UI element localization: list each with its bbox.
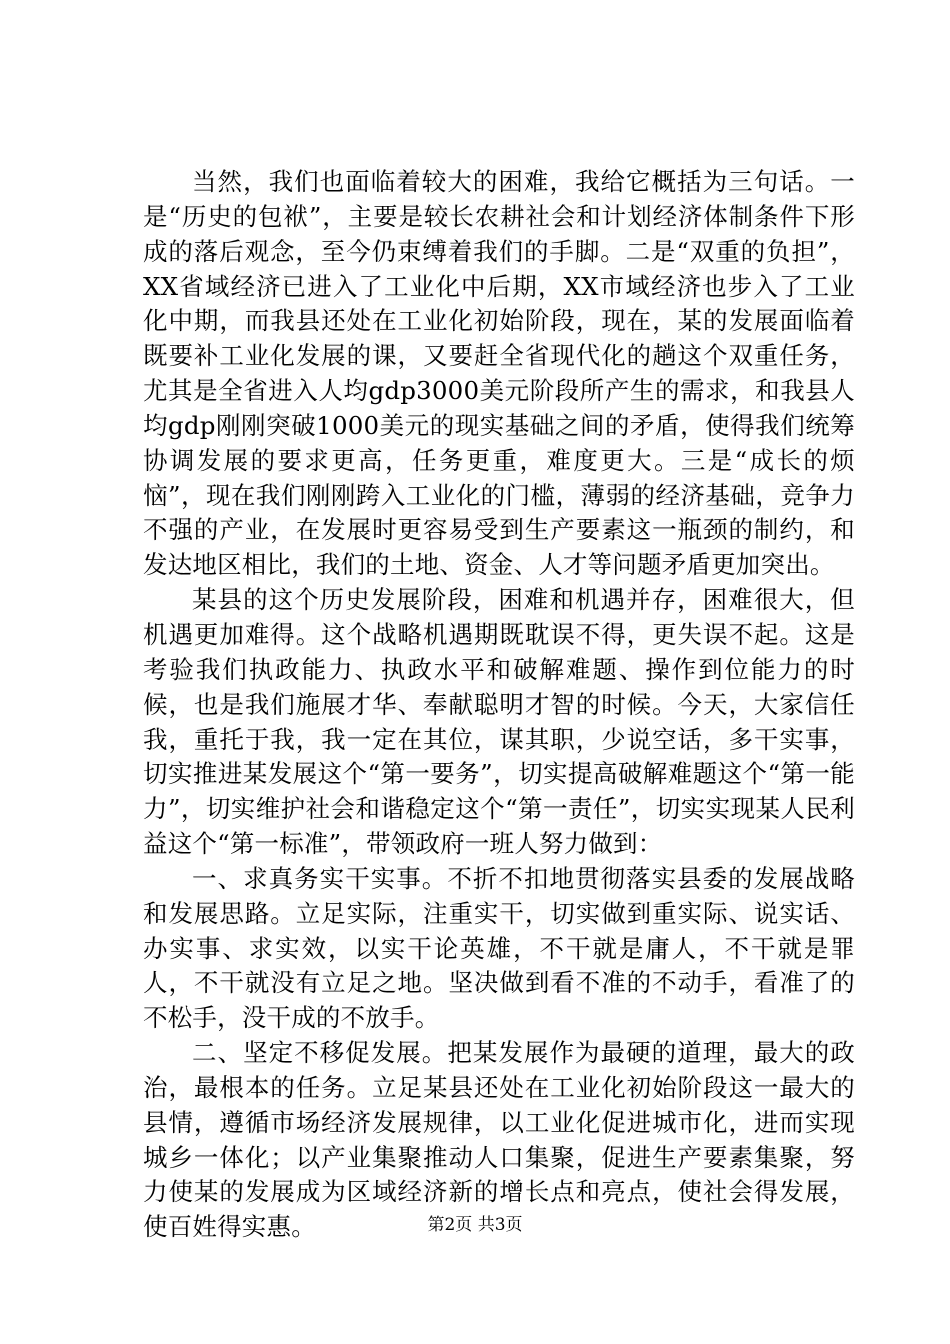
- paragraph-pledge-one: 一、求真务实干实事。不折不扣地贯彻落实县委的发展战略和发展思路。立足实际，注重实干，切实做到重实际、说实话、办实事、求实效，以实干论英雄，不干就是庸人，不干就是罪人，不干就没有立足之地。坚决做到看不准的不动手，看准了的不松手，没干成的不放手。: [143, 863, 855, 1033]
- body-text: [143, 165, 855, 1245]
- paragraph-difficulties: 当然，我们也面临着较大的困难，我给它概括为三句话。一是“历史的包袱”，主要是较长农耕社会和计划经济体制条件下形成的落后观念，至今仍束缚着我们的手脚。二是“双重的负担”，XX省域经济已进入了工业化中后期，XX市域经济也步入了工业化中期，而我县还处在工业化初始阶段，现在，某的发展面临着既要补工业化发展的课，又要赶全省现代化的趟这个双重任务，尤其是全省进入人均gdp3000美元阶段所产生的需求，和我县人均gdp刚刚突破1000美元的现实基础之间的矛盾，使得我们统筹协调发展的要求更高，任务更重，难度更大。三是“成长的烦恼”，现在我们刚刚跨入工业化的门槛，薄弱的经济基础，竞争力不强的产业，在发展时更容易受到生产要素这一瓶颈的制约，和发达地区相比，我们的土地、资金、人才等问题矛盾更加突出。: [143, 167, 855, 580]
- paragraph-pledge-two: 二、坚定不移促发展。把某发展作为最硬的道理，最大的政治，最根本的任务。立足某县还处在工业化初始阶段这一最大的县情，遵循市场经济发展规律，以工业化促进城市化，进而实现城乡一体化；以产业集聚推动人口集聚，促进生产要素集聚，努力使某的发展成为区域经济新的增长点和亮点，使社会得发展，使百姓得实惠。: [143, 1038, 855, 1242]
- paragraph-opportunities: 某县的这个历史发展阶段，困难和机遇并存，困难很大，但机遇更加难得。这个战略机遇期既耽误不得，更失误不起。这是考验我们执政能力、执政水平和破解难题、操作到位能力的时候，也是我们施展才华、奉献聪明才智的时候。今天，大家信任我，重托于我，我一定在其位，谋其职，少说空话，多干实事，切实推进某发展这个“第一要务”，切实提高破解难题这个“第一能力”，切实维护社会和谐稳定这个“第一责任”，切实实现某人民利益这个“第一标准”，带领政府一班人努力做到：: [143, 585, 855, 859]
- page-footer: 第2页 共3页: [427, 1215, 523, 1235]
